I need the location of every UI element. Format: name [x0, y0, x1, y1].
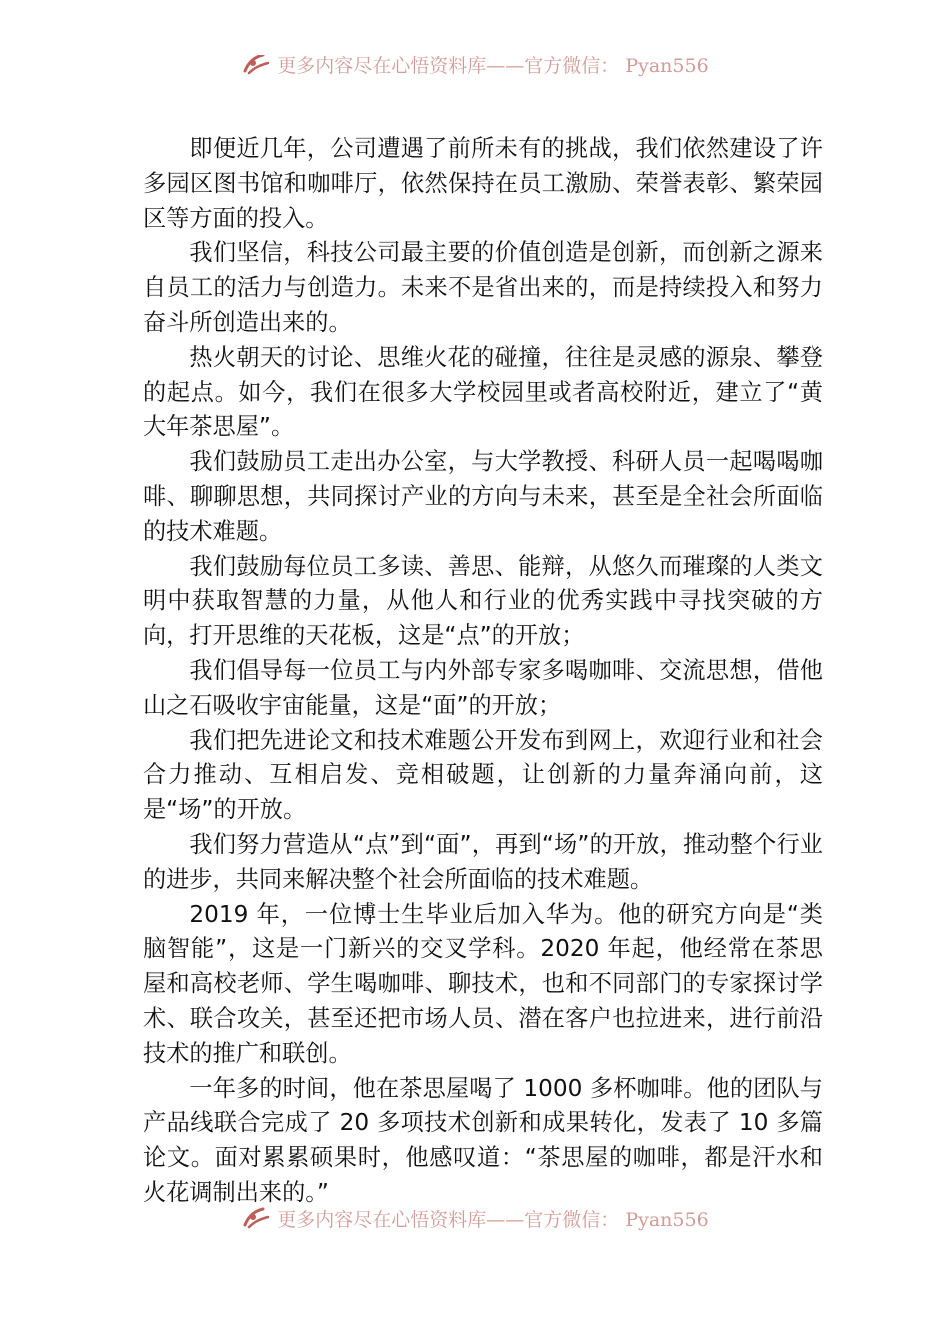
- paragraph: 我们坚信，科技公司最主要的价值创造是创新，而创新之源来自员工的活力与创造力。未来不是省出来的，而是持续投入和努力奋斗所创造出来的。: [143, 239, 823, 336]
- paragraph: 热火朝天的讨论、思维火花的碰撞，往往是灵感的源泉、攀登的起点。如今，我们在很多大学校园里或者高校附近，建立了“黄大年茶思屋”。: [143, 343, 823, 441]
- paragraph: 2019 年，一位博士生毕业后加入华为。他的研究方向是“类脑智能”，这是一门新兴的交叉学科。2020 年起，他经常在茶思屋和高校老师、学生喝咖啡、聊技术，也和不同部门的专家探讨学术、联合攻关，甚至还把市场人员、潜在客户也拉进来，进行前沿技术的推广和联创。: [143, 900, 823, 1067]
- logo-icon: [241, 55, 271, 77]
- article-body: [143, 132, 823, 1211]
- footer-watermark: [0, 1207, 950, 1237]
- header-watermark: [0, 55, 950, 85]
- paragraph: 我们鼓励员工走出办公室，与大学教授、科研人员一起喝喝咖啡、聊聊思想，共同探讨产业的方向与未来，甚至是全社会所面临的技术难题。: [143, 448, 823, 545]
- paragraph: 即便近几年，公司遭遇了前所未有的挑战，我们依然建设了许多园区图书馆和咖啡厅，依然保持在员工激励、荣誉表彰、繁荣园区等方面的投入。: [143, 135, 823, 232]
- paragraph: 我们把先进论文和技术难题公开发布到网上，欢迎行业和社会合力推动、互相启发、竞相破题，让创新的力量奔涌向前，这是“场”的开放。: [143, 726, 823, 824]
- watermark-text: 更多内容尽在心悟资料库——官方微信： Pyan556: [277, 1208, 709, 1231]
- paragraph: 我们努力营造从“点”到“面”，再到“场”的开放，推动整个行业的进步，共同来解决整个社会所面临的技术难题。: [143, 830, 823, 893]
- paragraph: 我们倡导每一位员工与内外部专家多喝咖啡、交流思想，借他山之石吸收宇宙能量，这是“面”的开放；: [143, 656, 823, 719]
- paragraph: 我们鼓励每位员工多读、善思、能辩，从悠久而璀璨的人类文明中获取智慧的力量，从他人和行业的优秀实践中寻找突破的方向，打开思维的天花板，这是“点”的开放；: [143, 552, 823, 650]
- logo-icon: [241, 1207, 271, 1231]
- paragraph: 一年多的时间，他在茶思屋喝了 1000 多杯咖啡。他的团队与产品线联合完成了 20 多项技术创新和成果转化，发表了 10 多篇论文。面对累累硕果时，他感叹道：“茶思屋的咖啡，都是汗水和火花调制出来的。”: [143, 1074, 823, 1206]
- watermark-text: 更多内容尽在心悟资料库——官方微信： Pyan556: [277, 55, 709, 77]
